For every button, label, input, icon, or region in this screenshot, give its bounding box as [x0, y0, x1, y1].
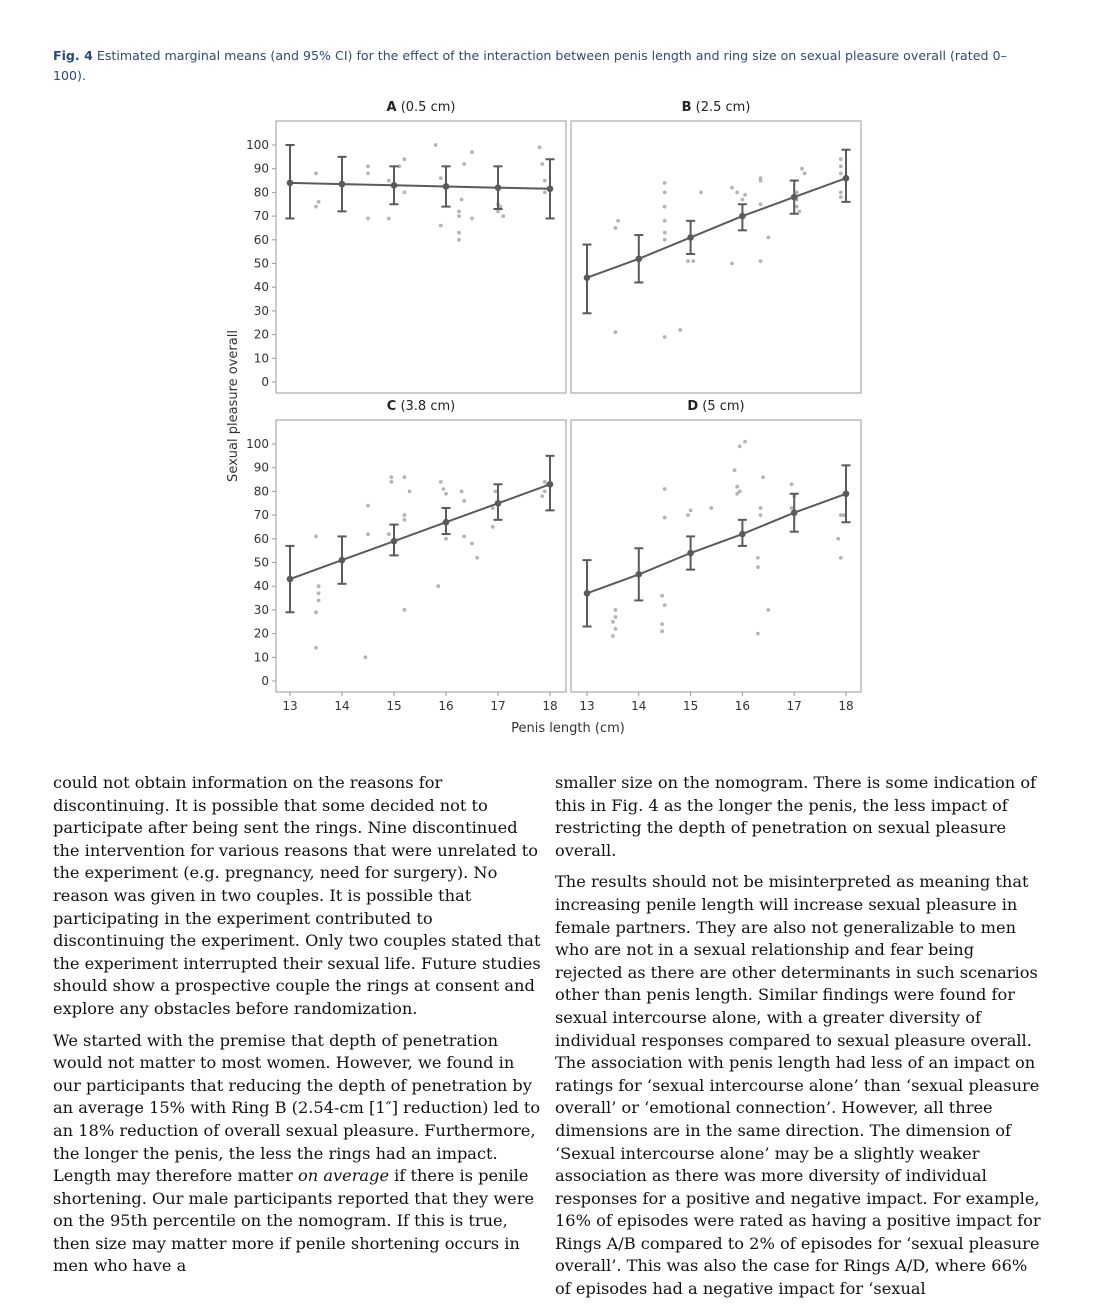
paragraph: smaller size on the nomogram. There is some indication of this in Fig. 4 as the longer the penis, the less impact of restricting the depth of penetration on sexual pleasure overall.: [555, 773, 1037, 860]
data-point: [314, 610, 318, 614]
data-point: [663, 231, 667, 235]
figure-label: Fig. 4: [53, 48, 93, 63]
mean-point: [443, 519, 450, 526]
paragraph: [53, 1030, 543, 1279]
mean-point: [339, 557, 346, 564]
mean-point: [791, 194, 798, 201]
y-tick-label: 70: [253, 209, 269, 224]
data-point: [839, 172, 843, 176]
data-point: [614, 608, 618, 612]
data-point: [730, 262, 734, 266]
data-point: [614, 627, 618, 631]
panel-title-d: [687, 399, 744, 414]
data-point: [543, 179, 547, 183]
data-point: [735, 492, 739, 496]
mean-point: [547, 186, 554, 193]
x-tick-label: 13: [282, 699, 298, 713]
y-axis-title: Sexual pleasure overall: [226, 330, 241, 482]
data-point: [317, 591, 321, 595]
data-point: [444, 492, 448, 496]
y-tick-label: 30: [253, 303, 269, 318]
data-point: [611, 620, 615, 624]
data-point: [663, 238, 667, 242]
data-point: [733, 468, 737, 472]
data-point: [462, 162, 466, 166]
mean-point: [495, 500, 502, 507]
emphasis: on average: [298, 1166, 390, 1186]
y-tick-label: 0: [261, 375, 269, 389]
data-point: [403, 513, 407, 517]
data-point: [756, 556, 760, 560]
data-point: [538, 146, 542, 150]
y-tick-label: 100: [246, 437, 269, 451]
x-tick-label: 15: [386, 699, 402, 713]
paragraph: could not obtain information on the reasons for discontinuing. It is possible that some decided not to participate after being sent the rings. Nine discontinued the intervention for various reasons that were unrelated to the experiment (e.g. pregnancy, need for surgery). No reason was given in two couples. It is possible that participating in the experiment contributed to discontinuing the experiment. Only two couples stated that the experiment interrupted their sexual life. Future studies should show a prospective couple the rings at consent and explore any obstacles before randomization.: [53, 773, 541, 1018]
data-point: [491, 525, 495, 529]
y-tick-label: 20: [253, 327, 269, 342]
data-point: [759, 202, 763, 206]
data-point: [761, 475, 765, 479]
data-point: [364, 655, 368, 659]
data-point: [457, 210, 461, 214]
data-point: [387, 179, 391, 183]
data-point: [434, 143, 438, 147]
fit-line: [290, 484, 550, 579]
data-point: [766, 236, 770, 240]
caption-text: Estimated marginal means (and 95% CI) for the effect of the interaction between penis length and ring size on sexual pleasure overall (rated 0–100).: [53, 48, 1007, 83]
data-point: [314, 205, 318, 209]
data-point: [795, 205, 799, 209]
data-point: [314, 172, 318, 176]
panel-letter: B: [681, 100, 692, 115]
x-tick-label: 16: [438, 699, 454, 713]
data-point: [403, 608, 407, 612]
mean-point: [739, 531, 746, 538]
mean-point: [495, 184, 502, 191]
mean-point: [287, 180, 294, 187]
data-point: [501, 214, 505, 218]
paragraph: The results should not be misinterpreted as meaning that increasing penile length will increase sexual pleasure in female partners. They are also not generalizable to men who are not in a sexual relationship and fear being rejected as there are other determinants in such scenarios other than penis length. Similar findings were found for sexual intercourse alone, with a greater diversity of individual responses compared to sexual pleasure overall. The association with penis length had less of an impact on ratings for ‘sexual intercourse alone’ than ‘sexual pleasure overall’ or ‘emotional connection’. However, all three dimensions are in the same direction. The dimension of ‘Sexual intercourse alone’ may be a slightly weaker association as there was more diversity of individual responses for a positive and negative impact. For example, 16% of episodes were rated as having a positive impact for Rings A/B compared to 2% of episodes for ‘sexual pleasure overall’. This was also the case for Rings A/D, where 66% of episodes had a negative impact for ‘sexual: [555, 872, 1041, 1299]
panel-ring-size: (0.5 cm): [396, 100, 456, 115]
data-point: [543, 191, 547, 195]
data-point: [317, 200, 321, 204]
data-point: [366, 504, 370, 508]
panel-title-c: [387, 399, 455, 414]
mean-point: [791, 509, 798, 516]
mean-point: [636, 255, 643, 262]
data-point: [543, 490, 547, 494]
data-point: [460, 198, 464, 202]
y-tick-label: 40: [253, 280, 269, 295]
data-point: [766, 608, 770, 612]
y-tick-label: 100: [246, 138, 269, 152]
x-tick-label: 17: [490, 699, 506, 713]
x-tick-label: 18: [838, 699, 854, 713]
data-point: [540, 494, 544, 498]
data-point: [366, 172, 370, 176]
data-point: [759, 179, 763, 183]
figure-4-chart: [0, 95, 1099, 745]
data-point: [686, 513, 690, 517]
data-point: [460, 490, 464, 494]
data-point: [663, 487, 667, 491]
data-point: [795, 191, 799, 195]
y-tick-label: 40: [253, 579, 269, 594]
y-tick-label: 20: [253, 626, 269, 641]
y-tick-label: 10: [253, 351, 269, 366]
mean-point: [584, 590, 591, 597]
fit-line: [587, 178, 846, 278]
mean-point: [391, 538, 398, 545]
y-tick-label: 80: [253, 185, 269, 200]
fit-line: [587, 494, 846, 594]
data-point: [403, 191, 407, 195]
x-tick-label: 16: [734, 699, 751, 713]
data-point: [317, 584, 321, 588]
body-column-left: [53, 772, 543, 1287]
data-point: [730, 186, 734, 190]
x-tick-label: 14: [631, 699, 647, 713]
data-point: [366, 532, 370, 536]
data-point: [842, 513, 846, 517]
data-point: [611, 634, 615, 638]
data-point: [759, 513, 763, 517]
mean-point: [636, 571, 643, 578]
data-point: [839, 164, 843, 168]
text-run: We started with the premise that depth of penetration would not matter to most women. However, we found in our participants that reducing the depth of penetration by an average 15% with Ring B (2.54-cm [1″] reduction) led to an 18% reduction of overall sexual pleasure. Furthermore, the longer the penis, the less the rings had an impact. Length may therefore matter: [53, 1030, 541, 1186]
data-point: [475, 556, 479, 560]
data-point: [743, 440, 747, 444]
y-tick-label: 90: [253, 460, 269, 475]
data-point: [317, 599, 321, 603]
data-point: [496, 210, 500, 214]
data-point: [436, 584, 440, 588]
data-point: [689, 509, 693, 513]
data-point: [540, 162, 544, 166]
data-point: [494, 490, 498, 494]
panel-letter: A: [386, 100, 397, 115]
data-point: [735, 485, 739, 489]
data-point: [839, 191, 843, 195]
data-point: [403, 157, 407, 161]
data-point: [403, 518, 407, 522]
data-point: [686, 259, 690, 263]
x-tick-label: 14: [334, 699, 350, 713]
data-point: [663, 516, 667, 520]
data-point: [439, 176, 443, 180]
data-point: [735, 191, 739, 195]
data-point: [756, 565, 760, 569]
data-point: [660, 622, 664, 626]
y-tick-label: 60: [253, 531, 269, 546]
data-point: [743, 193, 747, 197]
data-point: [836, 537, 840, 541]
data-point: [663, 603, 667, 607]
data-point: [403, 475, 407, 479]
y-tick-label: 70: [253, 508, 269, 523]
data-point: [741, 198, 745, 202]
panel-frame-d: [571, 420, 861, 692]
data-point: [462, 499, 466, 503]
mean-point: [584, 274, 591, 281]
data-point: [691, 259, 695, 263]
y-tick-label: 30: [253, 602, 269, 617]
y-tick-label: 10: [253, 650, 269, 665]
mean-point: [339, 181, 346, 188]
panel-letter: C: [386, 399, 397, 414]
data-point: [759, 506, 763, 510]
mean-point: [687, 550, 694, 557]
data-point: [470, 150, 474, 154]
data-point: [663, 205, 667, 209]
x-axis-title: Penis length (cm): [511, 721, 625, 736]
data-point: [314, 646, 318, 650]
panel-ring-size: (5 cm): [698, 399, 745, 414]
y-tick-label: 50: [253, 555, 269, 570]
data-point: [366, 164, 370, 168]
mean-point: [843, 175, 850, 182]
data-point: [839, 195, 843, 199]
body-column-right: [555, 772, 1045, 1310]
data-point: [616, 219, 620, 223]
data-point: [444, 537, 448, 541]
data-point: [756, 632, 760, 636]
fit-line: [290, 183, 550, 189]
mean-point: [391, 182, 398, 189]
panel-frame-a: [276, 121, 566, 393]
data-point: [457, 231, 461, 235]
mean-point: [843, 490, 850, 497]
data-point: [457, 238, 461, 242]
data-point: [660, 594, 664, 598]
mean-point: [287, 576, 294, 583]
y-tick-label: 80: [253, 484, 269, 499]
data-point: [387, 217, 391, 221]
x-tick-label: 17: [786, 699, 802, 713]
data-point: [390, 480, 394, 484]
data-point: [738, 445, 742, 449]
data-point: [439, 480, 443, 484]
data-point: [678, 328, 682, 332]
y-tick-label: 60: [253, 232, 269, 247]
data-point: [462, 535, 466, 539]
data-point: [800, 167, 804, 171]
panel-frame-b: [571, 121, 861, 393]
data-point: [390, 475, 394, 479]
data-point: [457, 214, 461, 218]
data-point: [709, 506, 713, 510]
panel-letter: D: [687, 399, 699, 414]
data-point: [499, 205, 503, 209]
panel-frame-c: [276, 420, 566, 692]
data-point: [663, 191, 667, 195]
data-point: [614, 330, 618, 334]
data-point: [803, 172, 807, 176]
data-point: [442, 487, 446, 491]
panel-ring-size: (2.5 cm): [691, 100, 751, 115]
y-tick-label: 0: [261, 674, 269, 688]
data-point: [614, 226, 618, 230]
data-point: [759, 259, 763, 263]
panel-title-b: [682, 100, 751, 115]
data-point: [387, 532, 391, 536]
figure-caption: [53, 46, 1033, 86]
panel-ring-size: (3.8 cm): [396, 399, 456, 414]
data-point: [366, 217, 370, 221]
data-point: [839, 157, 843, 161]
text-run: if there is penile shortening. Our male participants reported that they were on the 95th percentile on the nomogram. If this is true, then size may matter more if penile shortening occurs in men who have a: [53, 1166, 535, 1276]
data-point: [798, 210, 802, 214]
data-point: [699, 191, 703, 195]
x-tick-label: 13: [579, 699, 595, 713]
data-point: [614, 615, 618, 619]
data-point: [470, 217, 474, 221]
data-point: [839, 556, 843, 560]
data-point: [408, 490, 412, 494]
x-tick-label: 15: [682, 699, 699, 713]
x-tick-label: 18: [542, 699, 558, 713]
data-point: [790, 506, 794, 510]
mean-point: [547, 481, 554, 488]
data-point: [663, 335, 667, 339]
panel-title-a: [387, 100, 456, 115]
y-tick-label: 50: [253, 256, 269, 271]
data-point: [663, 181, 667, 185]
mean-point: [739, 213, 746, 220]
data-point: [660, 629, 664, 633]
data-point: [439, 224, 443, 228]
mean-point: [687, 234, 694, 241]
y-tick-label: 90: [253, 161, 269, 176]
data-point: [470, 542, 474, 546]
data-point: [663, 219, 667, 223]
data-point: [790, 482, 794, 486]
data-point: [314, 535, 318, 539]
mean-point: [443, 183, 450, 190]
